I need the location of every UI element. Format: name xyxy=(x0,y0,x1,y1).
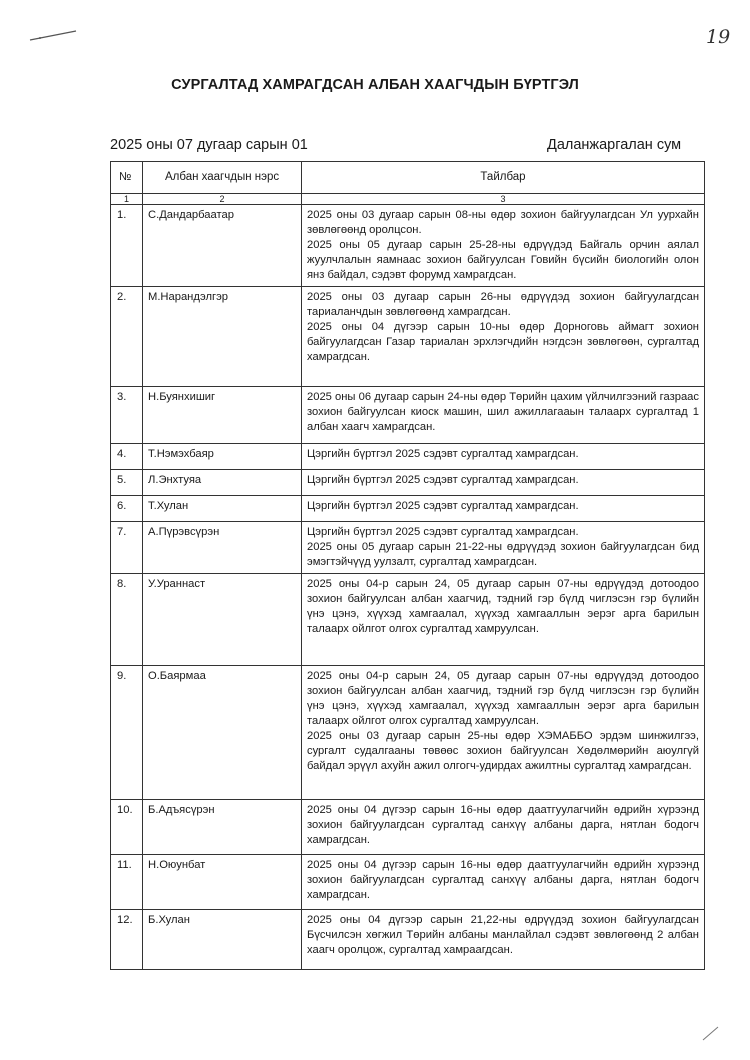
row-number: 2. xyxy=(111,287,143,387)
note-paragraph: 2025 оны 04 дүгээр сарын 21,22-ны өдрүүдэд зохион байгуулагдсан Бүсчилсэн хөгжил Төрийн албаны манлайлал сэдэвт зөвлөгөөнд 2 албан хаагч оролцож, сургалтад хамраагдсан. xyxy=(307,914,699,956)
training-note xyxy=(302,444,705,470)
table-row xyxy=(111,387,705,444)
table-row xyxy=(111,522,705,574)
note-paragraph: Цэргийн бүртгэл 2025 сэдэвт сургалтад хамрагдсан. xyxy=(307,474,579,486)
employee-name: Б.Хулан xyxy=(143,910,302,970)
employee-name: У.Ураннаст xyxy=(143,574,302,666)
page-number: 19 xyxy=(706,26,731,48)
training-note xyxy=(302,287,705,387)
row-number: 8. xyxy=(111,574,143,666)
row-number: 11. xyxy=(111,855,143,910)
header-name: Албан хаагчдын нэрс xyxy=(143,162,302,194)
header-number: № xyxy=(111,162,143,194)
employee-name: Н.Буянхишиг xyxy=(143,387,302,444)
column-number: 1 xyxy=(111,194,143,205)
training-note xyxy=(302,470,705,496)
row-number: 6. xyxy=(111,496,143,522)
row-number: 10. xyxy=(111,800,143,855)
header-notes: Тайлбар xyxy=(302,162,705,194)
note-paragraph: Цэргийн бүртгэл 2025 сэдэвт сургалтад хамрагдсан. xyxy=(307,526,579,538)
note-paragraph: 2025 оны 03 дугаар сарын 26-ны өдрүүдэд зохион байгуулагдсан тариаланчдын зөвлөгөөнд хамрагдсан. xyxy=(307,291,699,318)
row-number: 12. xyxy=(111,910,143,970)
row-number: 5. xyxy=(111,470,143,496)
column-number: 2 xyxy=(143,194,302,205)
note-paragraph: 2025 оны 06 дугаар сарын 24-ны өдөр Төрийн цахим үйлчилгээний газраас зохион байгуулсан киоск машин, шил ажиллагааын талаарх сургалтад 1 албан хаагч хамрагдсан. xyxy=(307,391,699,433)
note-paragraph: 2025 оны 03 дугаар сарын 25-ны өдөр ХЭМАББО эрдэм шинжилгээ, сургалт судалгааны төвөөс зохион байгуулсан Хөдөлмөрийн аюулгүй байдал эрүүл ахуйн ажил олгогч-удирдах ажилтны сургалтад хамрагдсан. xyxy=(307,730,699,772)
table-row xyxy=(111,287,705,387)
note-paragraph: Цэргийн бүртгэл 2025 сэдэвт сургалтад хамрагдсан. xyxy=(307,500,579,512)
training-note xyxy=(302,387,705,444)
table-row xyxy=(111,855,705,910)
training-note xyxy=(302,666,705,800)
table-row xyxy=(111,666,705,800)
table-row xyxy=(111,444,705,470)
employee-name: М.Нарандэлгэр xyxy=(143,287,302,387)
row-number: 4. xyxy=(111,444,143,470)
employee-name: А.Пүрэвсүрэн xyxy=(143,522,302,574)
employee-name: Т.Хулан xyxy=(143,496,302,522)
column-number-row xyxy=(111,194,705,205)
table-row xyxy=(111,800,705,855)
training-note xyxy=(302,522,705,574)
note-paragraph: 2025 оны 05 дугаар сарын 21-22-ны өдрүүдэд зохион байгуулагдсан бид эмэгтэйчүүд уулзалт, сургалтад хамрагдсан. xyxy=(307,541,699,568)
note-paragraph: 2025 оны 04 дүгээр сарын 10-ны өдөр Дорноговь аймагт зохион байгуулагдсан Газар тариалан эрхлэгчдийн нэгдсэн зөвлөгөөн, сургалтад хамрагдсан. xyxy=(307,321,699,363)
employee-name: Н.Оюунбат xyxy=(143,855,302,910)
pen-mark-decoration xyxy=(702,1024,720,1042)
row-number: 1. xyxy=(111,205,143,287)
column-number: 3 xyxy=(302,194,705,205)
table-row xyxy=(111,496,705,522)
row-number: 3. xyxy=(111,387,143,444)
document-date: 2025 оны 07 дугаар сарын 01 xyxy=(110,137,308,153)
note-paragraph: 2025 оны 04 дүгээр сарын 16-ны өдөр даатгуулагчийн өдрийн хүрээнд зохион байгуулагдсан сургалтад санхүү албаны дарга, нятлан бодогч хамрагдсан. xyxy=(307,859,699,901)
employee-name: О.Баярмаа xyxy=(143,666,302,800)
note-paragraph: 2025 оны 03 дугаар сарын 08-ны өдөр зохион байгуулагдсан Ул уурхайн зөвлөгөөнд оролцсон. xyxy=(307,209,699,236)
employee-name: С.Дандарбаатар xyxy=(143,205,302,287)
training-note xyxy=(302,800,705,855)
document-title: СУРГАЛТАД ХАМРАГДСАН АЛБАН ХААГЧДЫН БҮРТГЭЛ xyxy=(171,77,579,93)
table-row xyxy=(111,910,705,970)
table-header-row xyxy=(111,162,705,194)
training-note xyxy=(302,574,705,666)
table-row xyxy=(111,205,705,287)
document-place: Даланжаргалан сум xyxy=(547,137,682,153)
note-paragraph: Цэргийн бүртгэл 2025 сэдэвт сургалтад хамрагдсан. xyxy=(307,448,579,460)
row-number: 9. xyxy=(111,666,143,800)
employee-name: Т.Нэмэхбаяр xyxy=(143,444,302,470)
note-paragraph: 2025 оны 04 дүгээр сарын 16-ны өдөр даатгуулагчийн өдрийн хүрээнд зохион байгуулагдсан сургалтад санхүү албаны дарга, нятлан бодогч хамрагдсан. xyxy=(307,804,699,846)
note-paragraph: 2025 оны 04-р сарын 24, 05 дугаар сарын 07-ны өдрүүдэд дотоодоо зохион байгуулсан албан хаагчид, тэдний гэр бүлд чиглэсэн гэр бүлийн үнэ цэнэ, хүүхэд хамгаалал, хүүхэд хамгааллын эерэг арга барилын талаарх ойлгот олгох сургалтад хамруулсан. xyxy=(307,578,699,635)
employee-name: Л.Энхтуяа xyxy=(143,470,302,496)
note-paragraph: 2025 оны 05 дугаар сарын 25-28-ны өдрүүдэд Байгаль орчин аялал жуулчлалын яамнаас зохион байгуулсан Говийн бүсийн биологийн олон янз байдал, сэдэвт форумд хамрагдсан. xyxy=(307,239,699,281)
register-table xyxy=(110,161,705,970)
note-paragraph: 2025 оны 04-р сарын 24, 05 дугаар сарын 07-ны өдрүүдэд дотоодоо зохион байгуулсан албан хаагчид, тэдний гэр бүлд чиглэсэн гэр бүлийн үнэ цэнэ, хүүхэд хамгаалал, хүүхэд хамгааллын эерэг арга барилын талаарх ойлгот олгох сургалтад хамруулсан. xyxy=(307,670,699,727)
pen-mark-decoration xyxy=(28,28,78,42)
training-note xyxy=(302,910,705,970)
table-row xyxy=(111,574,705,666)
table-row xyxy=(111,470,705,496)
training-note xyxy=(302,855,705,910)
training-note xyxy=(302,496,705,522)
training-note xyxy=(302,205,705,287)
employee-name: Б.Адъясүрэн xyxy=(143,800,302,855)
row-number: 7. xyxy=(111,522,143,574)
